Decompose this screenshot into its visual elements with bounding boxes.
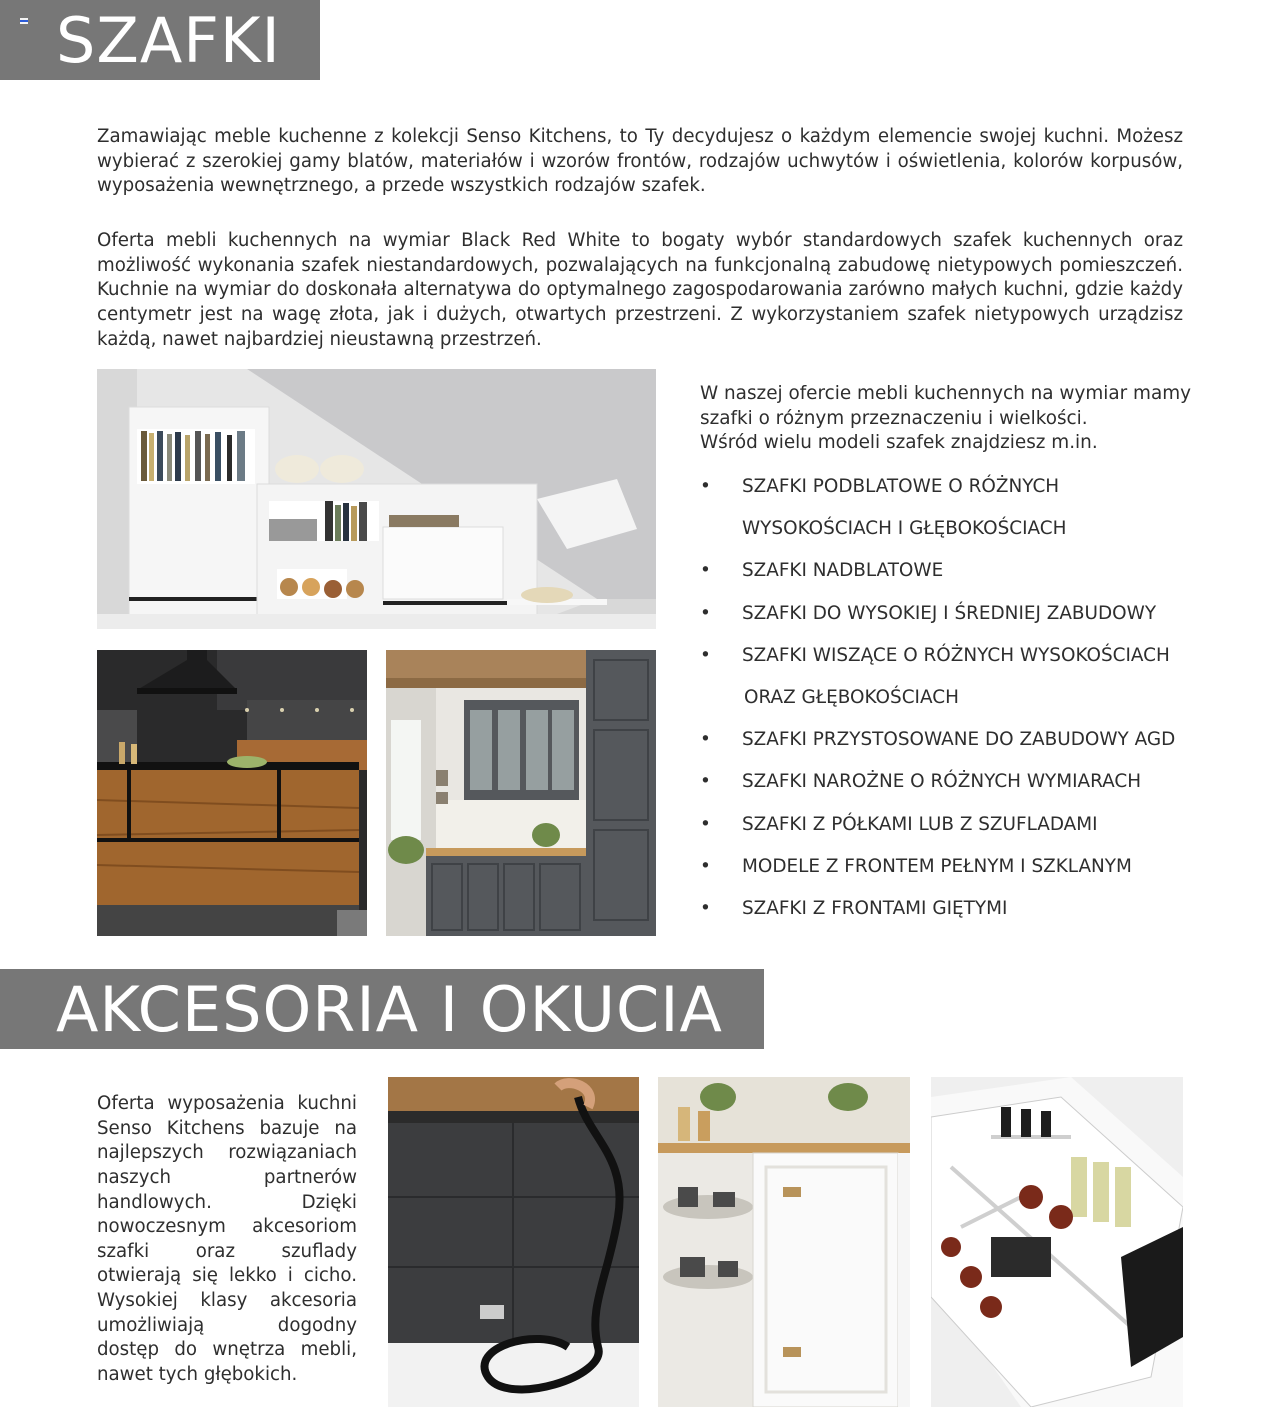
intro-line-1: W naszej ofercie mebli kuchennych na wymiar mamy — [700, 383, 1192, 405]
list-item: • SZAFKI PODBLATOWE O RÓŻNYCH — [700, 466, 1260, 508]
bullet-icon: • — [700, 771, 711, 793]
drawer-organizer-photo — [931, 1077, 1183, 1407]
list-item: • SZAFKI Z PÓŁKAMI LUB Z SZUFLADAMI — [700, 804, 1260, 846]
flag-icon — [20, 18, 28, 24]
list-item-continuation: WYSOKOŚCIACH I GŁĘBOKOŚCIACH — [742, 518, 1067, 540]
list-item: • SZAFKI WISZĄCE O RÓŻNYCH WYSOKOŚCIACH — [700, 635, 1260, 677]
intro-paragraph-1: Zamawiając meble kuchenne z kolekcji Senso Kitchens, to Ty decydujesz o każdym elemencie swojej kuchni. Możesz wybierać z szerokiej gamy blatów, materiałów i wzorów frontów, rodzajów uchwytów i oświetlenia, kolorów korpusów, wyposażenia wewnętrznego, a przede wszystkich rodzajów szafek. — [97, 126, 1183, 197]
list-item: • SZAFKI DO WYSOKIEJ I ŚREDNIEJ ZABUDOWY — [700, 593, 1260, 635]
list-intro — [700, 382, 1200, 456]
section-title: SZAFKI — [56, 3, 281, 77]
cabinet-types-list — [700, 466, 1260, 930]
list-item-continuation: ORAZ GŁĘBOKOŚCIACH — [744, 687, 959, 709]
attic-shelving-photo — [97, 369, 656, 629]
section-header-akcesoria — [0, 969, 764, 1049]
accessories-paragraph: Oferta wyposażenia kuchni Senso Kitchens bazuje na najlepszych rozwiązaniach naszych partnerów handlowych. Dzięki nowoczesnym akcesoriom szafki oraz szuflady otwierają się lekko i cicho. Wysokiej klasy akcesoria umożliwiają dogodny dostęp do wnętrza mebli, nawet tych głębokich. — [97, 1093, 357, 1385]
list-item: • SZAFKI Z FRONTAMI GIĘTYMI — [700, 888, 1260, 930]
bullet-icon: • — [700, 729, 711, 751]
section-header-szafki — [0, 0, 320, 80]
intro-paragraph-2: Oferta mebli kuchennych na wymiar Black Red White to bogaty wybór standardowych szafek kuchennych oraz możliwość wykonania szafek niestandardowych, pozwalających na funkcjonalną zabudowę nietypowych pomieszczeń. Kuchnie na wymiar do doskonała alternatywa do optymalnego zagospodarowania zarówno małych kuchni, gdzie każdy centymetr jest na wagę złota, jak i dużych, otwartych przestrzeni. Z wykorzystaniem szafek nietypowych urządzisz każdą, nawet najbardziej nieustawną przestrzeń. — [97, 230, 1183, 350]
bullet-icon: • — [700, 813, 711, 835]
list-item: • SZAFKI PRZYSTOSOWANE DO ZABUDOWY AGD — [700, 719, 1260, 761]
bullet-icon: • — [700, 602, 711, 624]
bullet-icon: • — [700, 855, 711, 877]
bullet-icon: • — [700, 476, 711, 497]
corner-carousel-photo — [658, 1077, 910, 1407]
section-title: AKCESORIA I OKUCIA — [56, 972, 723, 1046]
bullet-icon: • — [700, 644, 711, 666]
bullet-icon: • — [700, 560, 711, 582]
grey-classic-kitchen-photo — [386, 650, 656, 936]
list-item: • SZAFKI NAROŻNE O RÓŻNYCH WYMIARACH — [700, 761, 1260, 803]
vacuum-hose-photo — [388, 1077, 639, 1407]
dark-wood-kitchen-photo — [97, 650, 367, 936]
bullet-icon: • — [700, 898, 711, 920]
intro-line-3: Wśród wielu modeli szafek znajdziesz m.in. — [700, 432, 1098, 454]
list-item: • MODELE Z FRONTEM PEŁNYM I SZKLANYM — [700, 846, 1260, 888]
intro-line-2: szafki o różnym przeznaczeniu i wielkości. — [700, 407, 1088, 429]
list-item: • SZAFKI NADBLATOWE — [700, 550, 1260, 592]
